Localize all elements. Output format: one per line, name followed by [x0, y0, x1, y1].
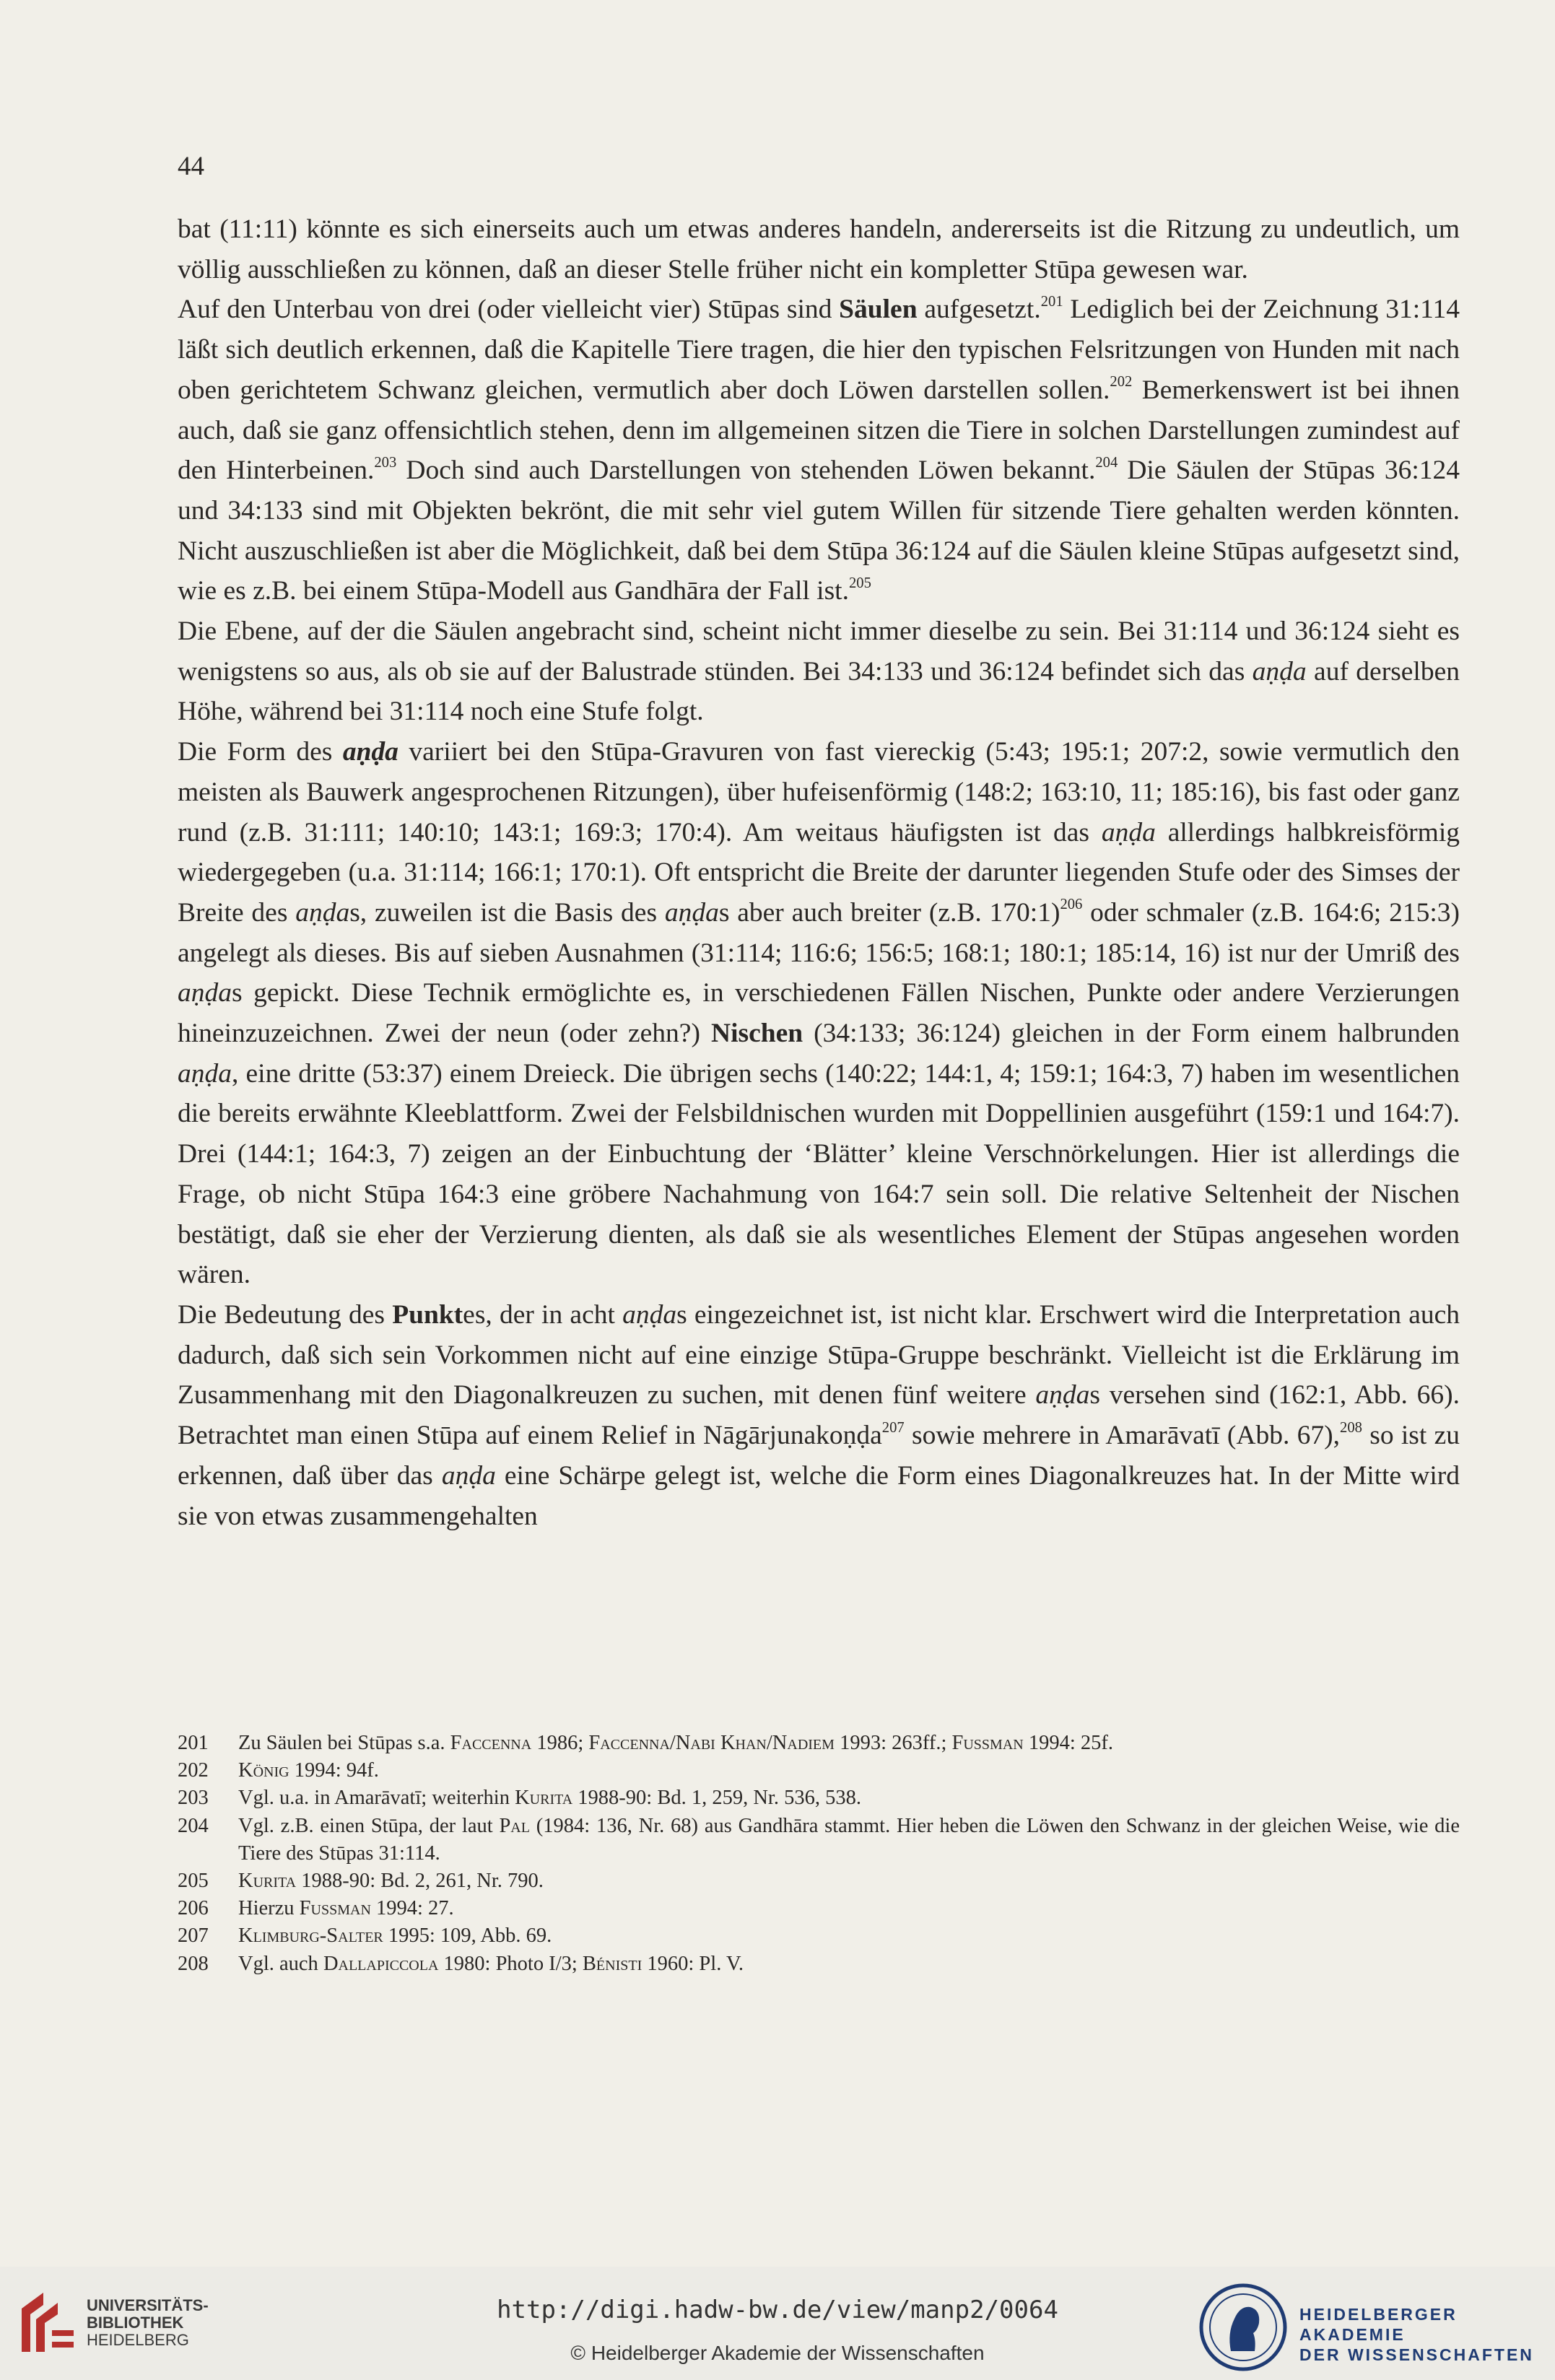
- footnote-number: 207: [178, 1925, 209, 1948]
- library-line-3: HEIDELBERG: [87, 2331, 189, 2349]
- footnote-text: Hierzu Fussman 1994: 27.: [238, 1897, 454, 1920]
- footnote-number: 208: [178, 1952, 209, 1975]
- paragraph: Die Ebene, auf der die Säulen angebracht sind, scheint nicht immer dieselbe zu sein. Bei 31:114 und 36:124 sieht es wenigstens so aus, als ob sie auf der Balustrade stünden. Bei 34:133 und 36:124 befindet sich das aṇḍa auf derselben Höhe, während bei 31:114 noch eine Stufe folgt.: [178, 616, 1460, 727]
- paragraph: bat (11:11) könnte es sich einerseits auch um etwas anderes handeln, andererseits ist die Ritzung zu undeutlich, um völlig ausschließen zu können, daß an dieser Stelle früher nicht ein kompletter Stūpa gewesen war.: [178, 214, 1460, 284]
- academy-name: [1299, 2304, 1555, 2365]
- page-number: 44: [178, 152, 204, 181]
- footnote-text: Klimburg-Salter 1995: 109, Abb. 69.: [238, 1925, 552, 1948]
- academy-line-2: DER WISSENSCHAFTEN: [1299, 2345, 1534, 2364]
- footnote-number: 201: [178, 1732, 209, 1754]
- footnote: [178, 1730, 1460, 1757]
- footnote-number: 203: [178, 1787, 209, 1810]
- paragraph: Die Bedeutung des Punktes, der in acht aṇḍas eingezeichnet ist, ist nicht klar. Erschwert wird die Interpretation auch dadurch, daß sich sein Vorkommen nicht auf eine einzige Stūpa-Gruppe beschränkt. Vielleicht ist die Erklärung im Zusammenhang mit den Diagonalkreuzen zu suchen, mit denen fünf weitere aṇḍas versehen sind (162:1, Abb. 66). Betrachtet man einen Stūpa auf einem Relief in Nāgārjunakoṇḍa$^{207}$ sowie mehrere in Amarāvatī (Abb. 67),$^{208}$ so ist zu erkennen, daß über das aṇḍa eine Schärpe gelegt ist, welche die Form eines Diagonalkreuzes hat. In der Mitte wird sie von etwas zusammengehalten: [178, 1299, 1460, 1531]
- footnote-text: Zu Säulen bei Stūpas s.a. Faccenna 1986; Faccenna/Nabi Khan/Nadiem 1993: 263ff.; Fussman 1994: 25f.: [238, 1732, 1114, 1754]
- paragraph: Die Form des aṇḍa variiert bei den Stūpa-Gravuren von fast viereckig (5:43; 195:1; 207:2, sowie vermutlich den meisten als Bauwerk angesprochenen Ritzungen), über hufeisenförmig (148:2; 163:10, 11; 185:16), bis fast oder ganz rund (z.B. 31:111; 140:10; 143:1; 169:3; 170:4). Am weitaus häufigsten ist das aṇḍa allerdings halbkreisförmig wiedergegeben (u.a. 31:114; 166:1; 170:1). Oft entspricht die Breite der darunter liegenden Stufe oder des Simses der Breite des aṇḍas, zuweilen ist die Basis des aṇḍas aber auch breiter (z.B. 170:1)$^{206}$ oder schmaler (z.B. 164:6; 215:3) angelegt als dieses. Bis auf sieben Ausnahmen (31:114; 116:6; 156:5; 168:1; 180:1; 185:14, 16) ist nur der Umriß des aṇḍas gepickt. Diese Technik ermöglichte es, in verschiedenen Fällen Nischen, Punkte oder andere Verzierungen hineinzuzeichnen. Zwei der neun (oder zehn?) Nischen (34:133; 36:124) gleichen in der Form einem halbrunden aṇḍa, eine dritte (53:37) einem Dreieck. Die übrigen sechs (140:22; 144:1, 4; 159:1; 164:3, 7) haben im wesentlichen die bereits erwähnte Kleeblattform. Zwei der Felsbildnischen wurden mit Doppellinien ausgeführt (159:1 und 164:7). Drei (144:1; 164:3, 7) zeigen an der Einbuchtung der ‘Blätter’ kleine Verschnörkelungen. Hier ist allerdings die Frage, ob nicht Stūpa 164:3 eine gröbere Nachahmung von 164:7 sein soll. Die relative Seltenheit der Nischen bestätigt, daß sie eher der Verzierung dienten, als daß sie als wesentliches Element der Stūpas angesehen worden wären.: [178, 737, 1460, 1290]
- footnote-number: 206: [178, 1897, 209, 1920]
- footnotes: [178, 1730, 1460, 1978]
- footnote: [178, 1813, 1460, 1867]
- footnote: [178, 1922, 1460, 1950]
- footnote-number: 204: [178, 1814, 209, 1837]
- footnote-text: Kurita 1988-90: Bd. 2, 261, Nr. 790.: [238, 1870, 544, 1893]
- footnote-text: Vgl. z.B. einen Stūpa, der laut Pal (1984: 136, Nr. 68) aus Gandhāra stammt. Hier heben die Löwen den Schwanz in der gleichen Weise, wie die Tiere des Stūpas 31:114.: [238, 1814, 1460, 1865]
- footnote-number: 202: [178, 1759, 209, 1782]
- library-line-2: BIBLIOTHEK: [87, 2314, 184, 2332]
- footnote: [178, 1895, 1460, 1922]
- body-text: [178, 209, 1460, 1536]
- footnote: [178, 1757, 1460, 1784]
- library-line-1: UNIVERSITÄTS-: [87, 2296, 209, 2314]
- footnote-text: König 1994: 94f.: [238, 1759, 379, 1782]
- footnote: [178, 1784, 1460, 1812]
- document-url-link[interactable]: http://digi.hadw-bw.de/view/manp2/0064: [497, 2296, 1058, 2324]
- footnote-text: Vgl. u.a. in Amarāvatī; weiterhin Kurita 1988-90: Bd. 1, 259, Nr. 536, 538.: [238, 1787, 861, 1810]
- paragraph: Auf den Unterbau von drei (oder vielleicht vier) Stūpas sind Säulen aufgesetzt.$^{201}$ Lediglich bei der Zeichnung 31:114 läßt sich deutlich erkennen, daß die Kapitelle Tiere tragen, die hier den typischen Felsritzungen von Hunden mit nach oben gerichtetem Schwanz gleichen, vermutlich aber doch Löwen darstellen sollen.$^{202}$ Bemerkenswert ist bei ihnen auch, daß sie ganz offensichtlich stehen, denn im allgemeinen sitzen die Tiere in solchen Darstellungen zumindest auf den Hinterbeinen.$^{203}$ Doch sind auch Darstellungen von stehenden Löwen bekannt.$^{204}$ Die Säulen der Stūpas 36:124 und 34:133 sind mit Objekten bekrönt, die mit sehr viel gutem Willen für sitzende Tiere gehalten werden könnten. Nicht auszuschließen ist aber die Möglichkeit, daß bei dem Stūpa 36:124 auf die Säulen kleine Stūpas aufgesetzt sind, wie es z.B. bei einem Stūpa-Modell aus Gandhāra der Fall ist.$^{205}$: [178, 293, 1460, 606]
- footnote-text: Vgl. auch Dallapiccola 1980: Photo I/3; Bénisti 1960: Pl. V.: [238, 1952, 744, 1975]
- academy-seal-logo: [1198, 2283, 1288, 2372]
- footnote: [178, 1950, 1460, 1978]
- footnote: [178, 1867, 1460, 1895]
- academy-line-1: HEIDELBERGER AKADEMIE: [1299, 2305, 1458, 2344]
- copyright-notice: © Heidelberger Akademie der Wissenschaften: [570, 2342, 985, 2364]
- footnote-number: 205: [178, 1870, 209, 1893]
- footer-bar: [0, 2267, 1555, 2380]
